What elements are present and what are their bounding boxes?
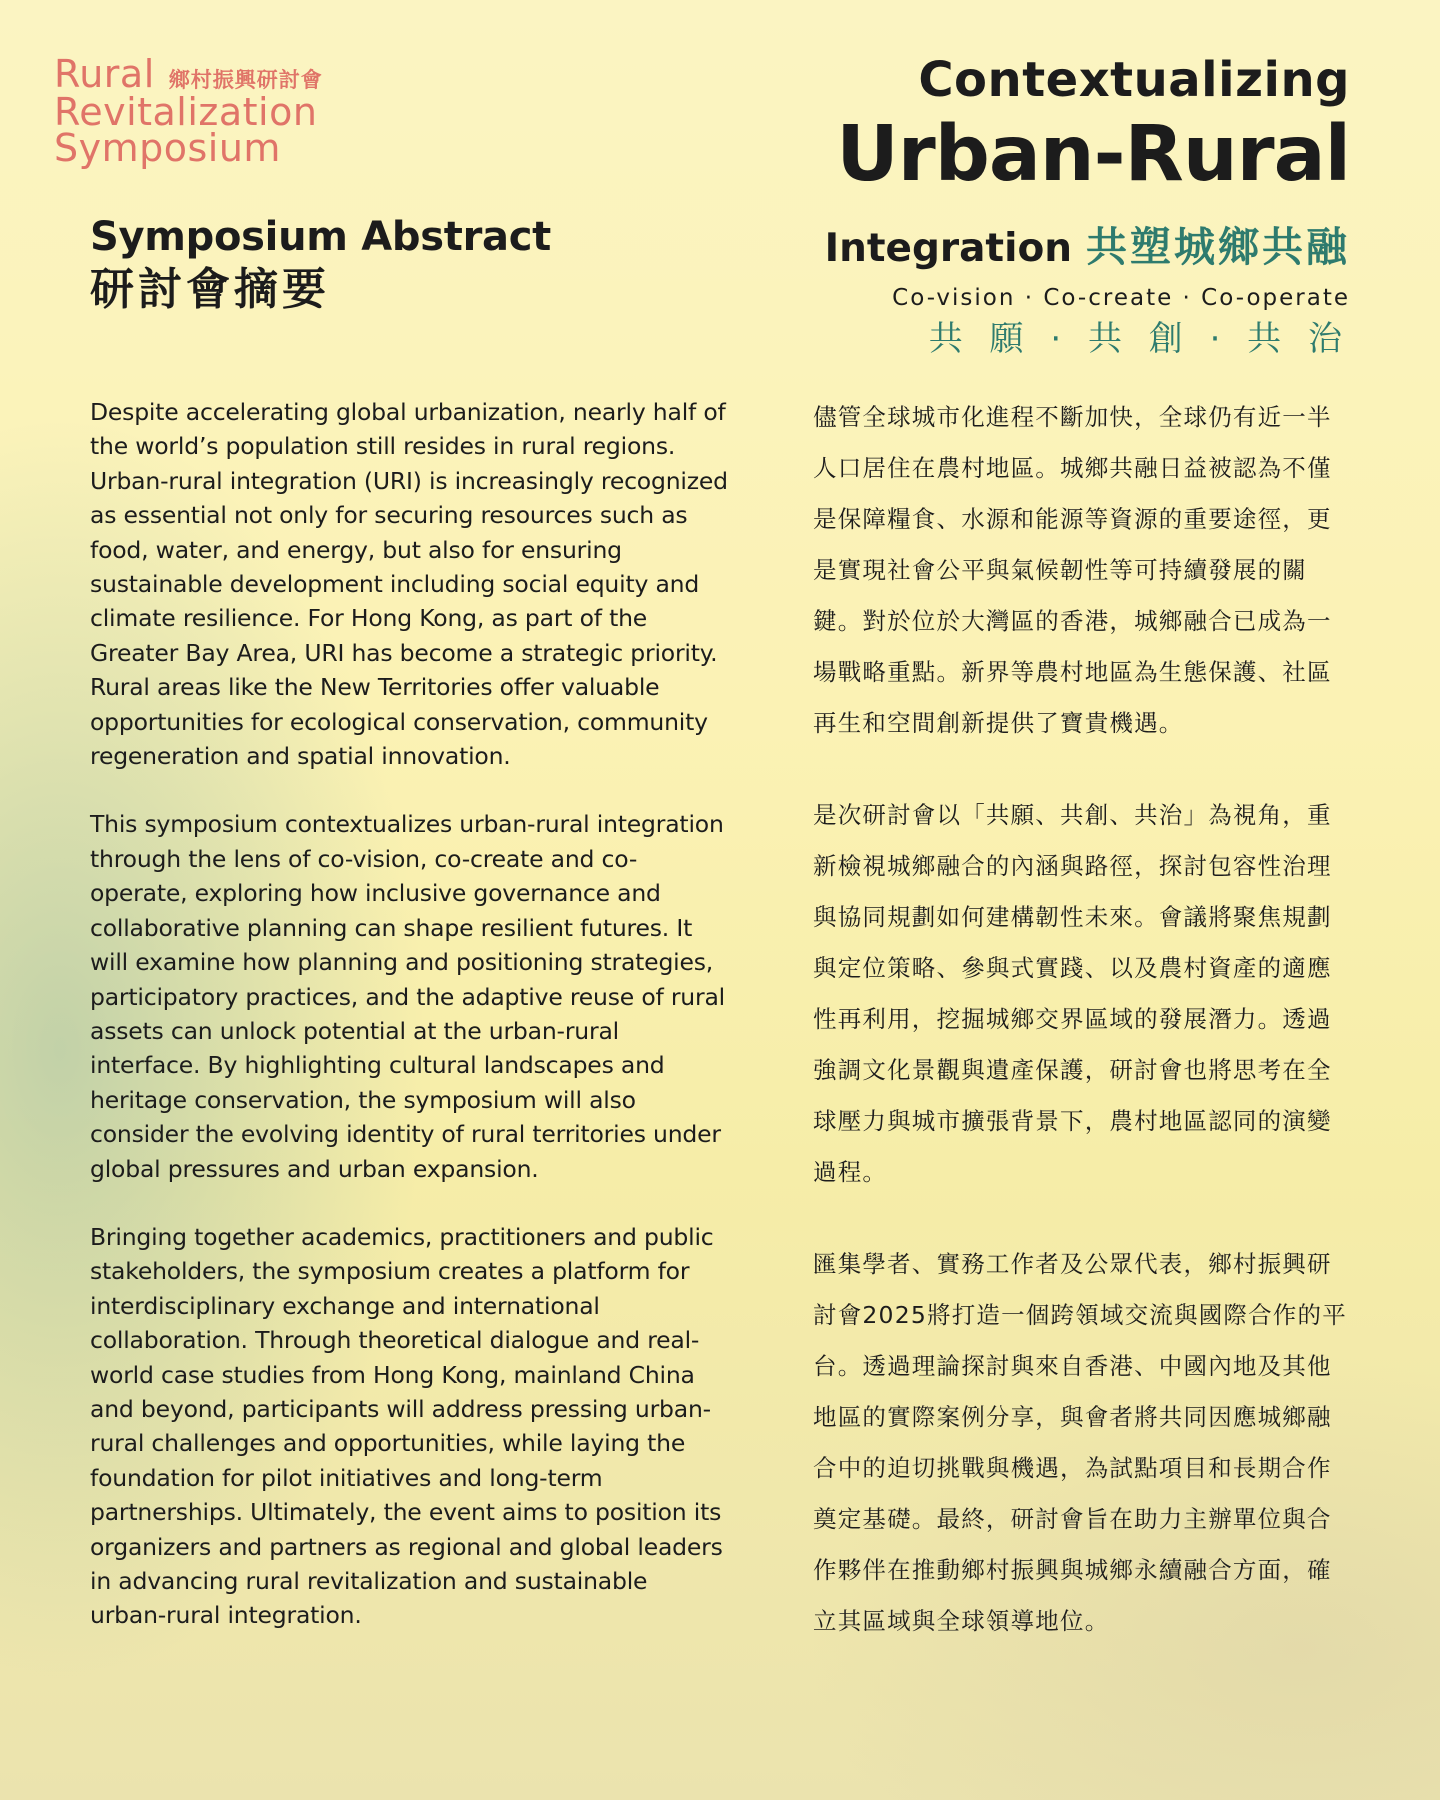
logo-word-revitalization: Revitalization <box>54 90 318 134</box>
abstract-chinese-column <box>813 392 1353 1688</box>
title-line-integration: Integration <box>824 226 1072 271</box>
logo-word-rural: Rural <box>54 52 155 96</box>
abstract-heading-zh: 研討會摘要 <box>90 264 330 315</box>
abstract-english-column <box>90 395 730 1667</box>
title-line-contextualizing: Contextualizing <box>918 52 1350 108</box>
abstract-en-paragraph-3: Bringing together academics, practitioners and public stakeholders, the symposium creates a platform for interdisciplinary exchange and international collaboration. Through theoretical dialogue and real-world case studies from Hong Kong, mainland China and beyond, participants will address pressing urban-rural challenges and opportunities, while laying the foundation for pilot initiatives and long-term partnerships. Ultimately, the event aims to position its organizers and partners as regional and global leaders in advancing rural revitalization and sustainable urban-rural integration. <box>90 1222 723 1630</box>
abstract-zh-paragraph-3: 匯集學者、實務工作者及公眾代表，鄉村振興研討會2025將打造一個跨領域交流與國際合作的平台。透過理論探討與來自香港、中國內地及其他地區的實際案例分享，與會者將共同因應城鄉融合中的迫切挑戰與機遇，為試點項目和長期合作奠定基礎。最終，研討會旨在助力主辦單位與合作夥伴在推動鄉村振興與城鄉永續融合方面，確立其區域與全球領導地位。 <box>813 1250 1347 1635</box>
abstract-en-paragraph-2: This symposium contextualizes urban-rural integration through the lens of co-vision, co-create and co-operate, exploring how inclusive governance and collaborative planning can shape resilient futures. It will examine how planning and positioning strategies, participatory practices, and the adaptive reuse of rural assets can unlock potential at the urban-rural interface. By highlighting cultural landscapes and heritage conservation, the symposium will also consider the evolving identity of rural territories under global pressures and urban expansion. <box>90 810 725 1183</box>
logo-first-row <box>54 52 354 96</box>
abstract-en-paragraph-1: Despite accelerating global urbanization, nearly half of the world’s population still resides in rural regions. Urban-rural integration (URI) is increasingly recognized as essential not only for securing resources such as food, water, and energy, but also for ensuring sustainable development including social equity and climate resilience. For Hong Kong, as part of the Greater Bay Area, URI has become a strategic priority. Rural areas like the New Territories offer valuable opportunities for ecological conservation, community regeneration and spatial innovation. <box>90 398 728 771</box>
title-chinese: 共塑城鄉共融 <box>1086 223 1350 271</box>
logo-chinese-name: 鄉村振興研討會 <box>168 68 323 92</box>
abstract-zh-paragraph-2: 是次研討會以「共願、共創、共治」為視角，重新檢視城鄉融合的內涵與路徑，探討包容性治理與協同規劃如何建構韌性未來。會議將聚焦規劃與定位策略、參與式實踐、以及農村資產的適應性再利用，挖掘城鄉交界區域的發展潛力。透過強調文化景觀與遺產保護，研討會也將思考在全球壓力與城市擴張背景下，農村地區認同的演變過程。 <box>813 801 1332 1186</box>
title-line-urban-rural: Urban-Rural <box>836 110 1350 199</box>
symposium-logo <box>54 52 354 170</box>
abstract-heading <box>90 212 610 318</box>
title-integration-row <box>670 214 1350 273</box>
abstract-zh-paragraph-1: 儘管全球城市化進程不斷加快，全球仍有近一半人口居住在農村地區。城鄉共融日益被認為不僅是保障糧食、水源和能源等資源的重要途徑，更是實現社會公平與氣候韌性等可持續發展的關鍵。對於位於大灣區的香港，城鄉融合已成為一場戰略重點。新界等農村地區為生態保護、社區再生和空間創新提供了寶貴機遇。 <box>813 403 1332 737</box>
event-title <box>670 50 1350 361</box>
tagline-zh: 共 願 · 共 創 · 共 治 <box>928 319 1350 359</box>
logo-word-symposium: Symposium <box>54 126 281 170</box>
abstract-heading-en: Symposium Abstract <box>90 214 551 260</box>
tagline-en: Co-vision · Co-create · Co-operate <box>892 285 1350 311</box>
